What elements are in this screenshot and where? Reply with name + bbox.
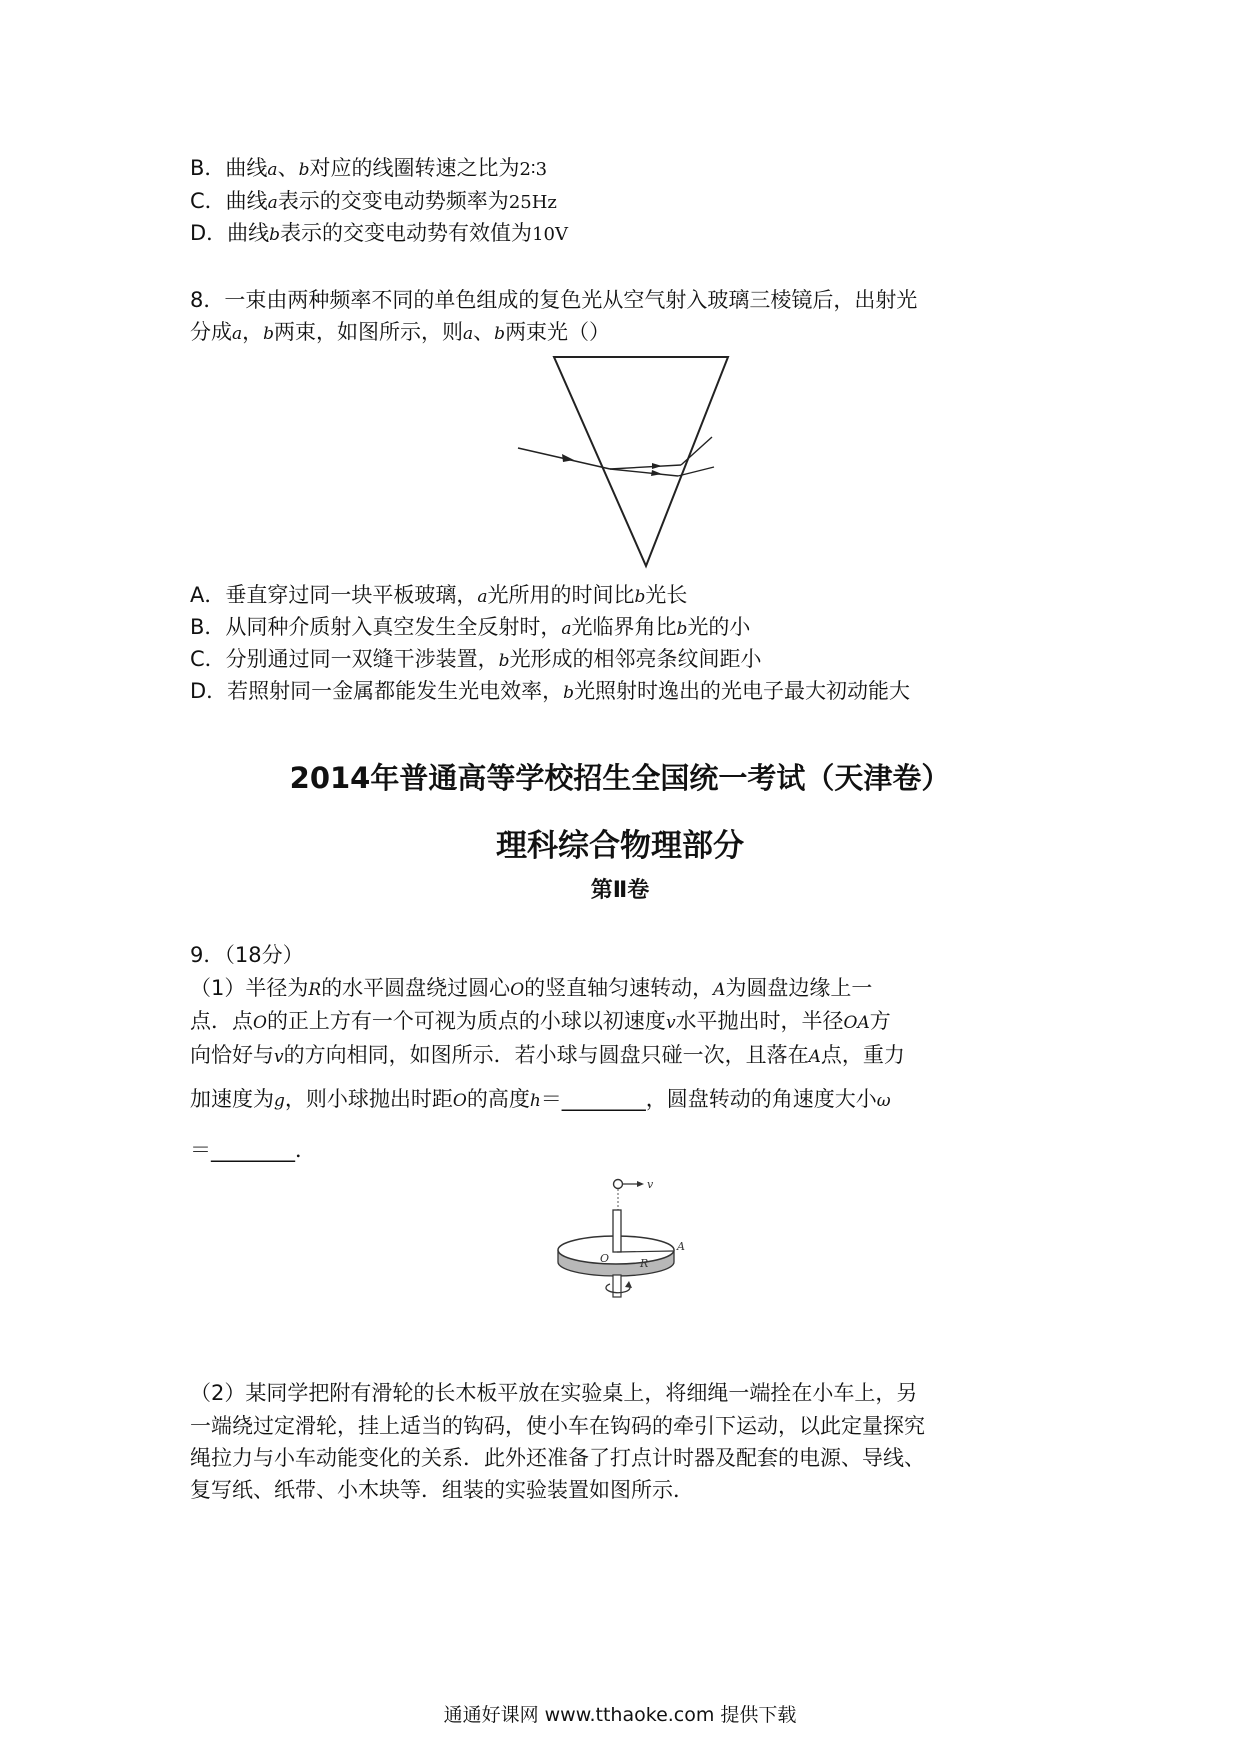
q9-part1-line4: 加速度为g，则小球抛出时距O的高度h＝________，圆盘转动的角速度大小ω xyxy=(190,1087,891,1111)
q9-part1-line2: 点．点O的正上方有一个可视为质点的小球以初速度v水平抛出时，半径OA方 xyxy=(190,1009,891,1033)
q8-option-a: A．垂直穿过同一块平板玻璃，a光所用的时间比b光长 xyxy=(190,583,688,607)
exit-ray-a xyxy=(681,437,712,465)
velocity-arrow-head xyxy=(637,1181,644,1187)
q8-option-c: C．分别通过同一双缝干涉装置，b光形成的相邻亮条纹间距小 xyxy=(190,647,762,671)
refracted-arrow-b xyxy=(651,470,662,476)
label-v: v xyxy=(647,1178,654,1191)
q9-part1-line5: ＝________． xyxy=(190,1138,316,1162)
label-R: R xyxy=(640,1257,649,1270)
refracted-ray-a xyxy=(610,465,681,469)
label-O: O xyxy=(600,1252,610,1265)
label-A: A xyxy=(677,1240,685,1253)
q7-option-b: B．曲线a、b对应的线圈转速之比为2∶3 xyxy=(190,156,548,180)
q9-part2-line3: 绳拉力与小车动能变化的关系．此外还准备了打点计时器及配套的电源、导线、 xyxy=(190,1446,925,1470)
q9-header: 9．（18分） xyxy=(190,943,304,967)
q9-part2-line1: （2）某同学把附有滑轮的长木板平放在实验桌上，将细绳一端拴在小车上，另 xyxy=(190,1381,918,1405)
axis-lower xyxy=(613,1275,621,1297)
q9-part1-line1: （1）半径为R的水平圆盘绕过圆心O的竖直轴匀速转动，A为圆盘边缘上一 xyxy=(190,976,873,1000)
prism-figure xyxy=(500,345,740,570)
refracted-arrow-a xyxy=(652,463,662,469)
disk-figure xyxy=(540,1170,710,1330)
footer-source: 通通好课网 www.tthaoke.com 提供下载 xyxy=(443,1704,797,1726)
q8-option-d: D．若照射同一金属都能发生光电效率，b光照射时逸出的光电子最大初动能大 xyxy=(190,679,911,703)
q9-part2-line2: 一端绕过定滑轮，挂上适当的钩码，使小车在钩码的牵引下运动，以此定量探究 xyxy=(190,1414,925,1438)
rotation-arrow-head xyxy=(625,1281,632,1288)
q9-part2-line4: 复写纸、纸带、小木块等．组装的实验装置如图所示． xyxy=(190,1478,694,1502)
q8-stem-line2: 分成a，b两束，如图所示，则a、b两束光（） xyxy=(190,320,611,344)
q8-option-b: B．从同种介质射入真空发生全反射时，a光临界角比b光的小 xyxy=(190,615,751,639)
q9-part1-line3: 向恰好与v的方向相同，如图所示．若小球与圆盘只碰一次，且落在A点，重力 xyxy=(190,1043,905,1067)
subject-title: 理科综合物理部分 xyxy=(496,828,744,864)
ball xyxy=(614,1180,623,1189)
exam-title: 2014年普通高等学校招生全国统一考试（天津卷） xyxy=(289,761,951,795)
axis-rod xyxy=(613,1210,621,1252)
volume-title: 第Ⅱ卷 xyxy=(590,878,650,903)
q7-option-d: D．曲线b表示的交变电动势有效值为10V xyxy=(190,221,568,245)
refracted-ray-b xyxy=(610,469,678,476)
q8-stem-line1: 8．一束由两种频率不同的单色组成的复色光从空气射入玻璃三棱镜后，出射光 xyxy=(190,288,918,312)
q7-option-c: C．曲线a表示的交变电动势频率为25Hz xyxy=(190,189,557,213)
